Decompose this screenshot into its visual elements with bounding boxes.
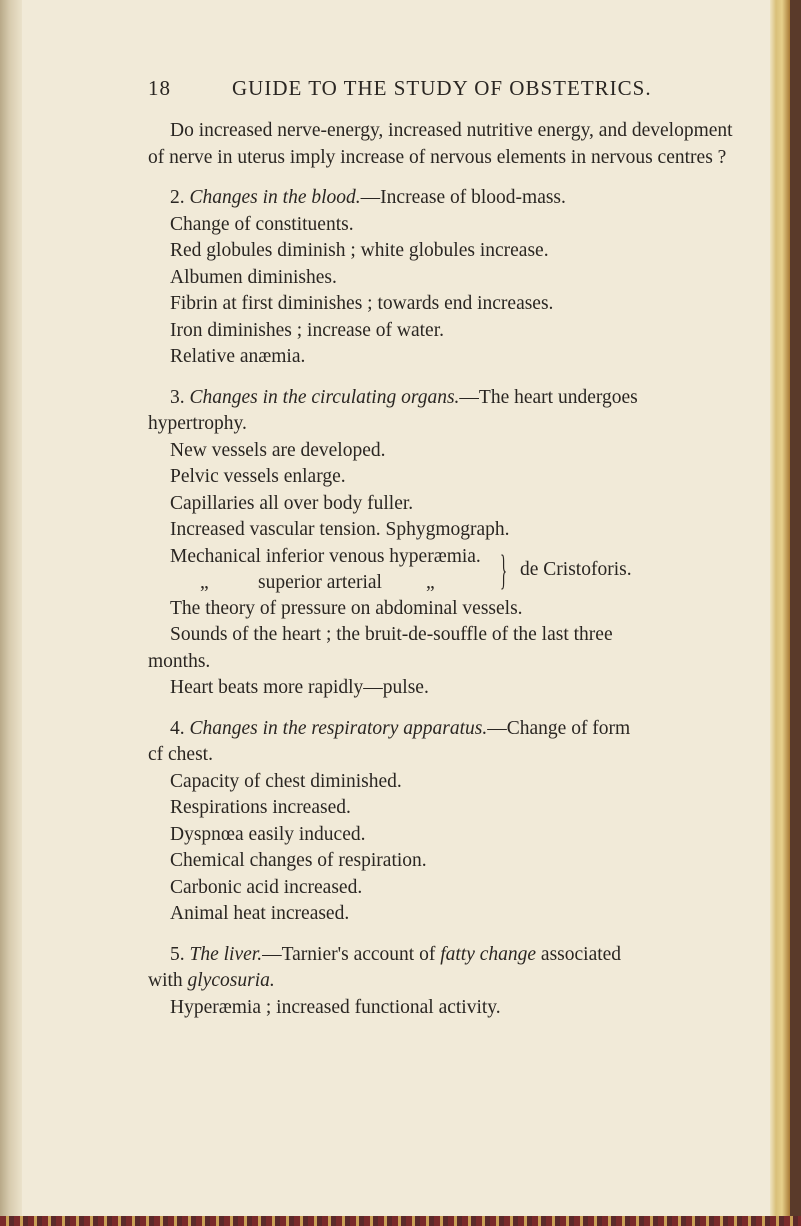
list-item: Pelvic vessels enlarge. <box>170 466 346 487</box>
section-2-heading: 2. Changes in the blood.—Increase of blood-mass. <box>170 187 566 208</box>
section-3-heading: 3. Changes in the circulating organs.—The heart undergoes <box>170 386 638 408</box>
book-bottom-edge <box>0 1216 801 1226</box>
list-item: Respirations increased. <box>170 797 351 818</box>
list-item: Relative anæmia. <box>170 346 306 367</box>
list-item: New vessels are developed. <box>170 439 386 461</box>
page-number: 18 <box>148 76 171 100</box>
list-item: The theory of pressure on abdominal vessels. <box>170 597 523 619</box>
section-5-heading: 5. The liver.—Tarnier's account of fatty change associated <box>170 943 622 965</box>
section-5-continuation: with glycosuria. <box>148 970 275 991</box>
page-header <box>148 76 688 106</box>
list-item: Red globules diminish ; white globules increase. <box>170 240 549 261</box>
running-title: GUIDE TO THE STUDY OF OBSTETRICS. <box>232 76 652 100</box>
list-item: Capacity of chest diminished. <box>170 770 402 792</box>
section-4-continuation: cf chest. <box>148 744 213 765</box>
list-item: Heart beats more rapidly—pulse. <box>170 677 429 698</box>
list-item: Dyspnœa easily induced. <box>170 823 366 845</box>
list-item: Chemical changes of respiration. <box>170 850 427 871</box>
page-gutter <box>0 0 22 1218</box>
page-body <box>148 118 738 1021</box>
section-3-continuation: hypertrophy. <box>148 413 247 434</box>
brace-glyph: } <box>500 547 508 594</box>
list-item: Hyperæmia ; increased functional activity. <box>170 996 501 1018</box>
intro-paragraph: Do increased nerve-energy, increased nutritive energy, and development of nerve in uterus imply increase of nervous elements in nervous centres ? <box>148 120 733 168</box>
list-item: Carbonic acid increased. <box>170 876 363 898</box>
list-item: Increased vascular tension. Sphygmograph. <box>170 519 510 540</box>
list-item: Sounds of the heart ; the bruit-de-souffle of the last three <box>170 624 613 645</box>
braced-hyperaemia-group <box>148 544 738 596</box>
list-item: Capillaries all over body fuller. <box>170 492 414 514</box>
brace-line-venous: Mechanical inferior venous hyperæmia. <box>170 545 481 567</box>
brace-attribution: de Cristoforis. <box>520 558 632 580</box>
list-item: Animal heat increased. <box>170 903 350 924</box>
list-item: Iron diminishes ; increase of water. <box>170 319 444 341</box>
list-item: Albumen diminishes. <box>170 266 337 288</box>
list-item-continuation: months. <box>148 650 211 672</box>
brace-line-arterial: „ superior arterial „ <box>200 571 435 593</box>
section-4-heading: 4. Changes in the respiratory apparatus.—Change of form <box>170 717 631 739</box>
page-fore-edge <box>770 0 790 1218</box>
list-item: Change of constituents. <box>170 213 354 235</box>
list-item: Fibrin at first diminishes ; towards end increases. <box>170 293 554 314</box>
